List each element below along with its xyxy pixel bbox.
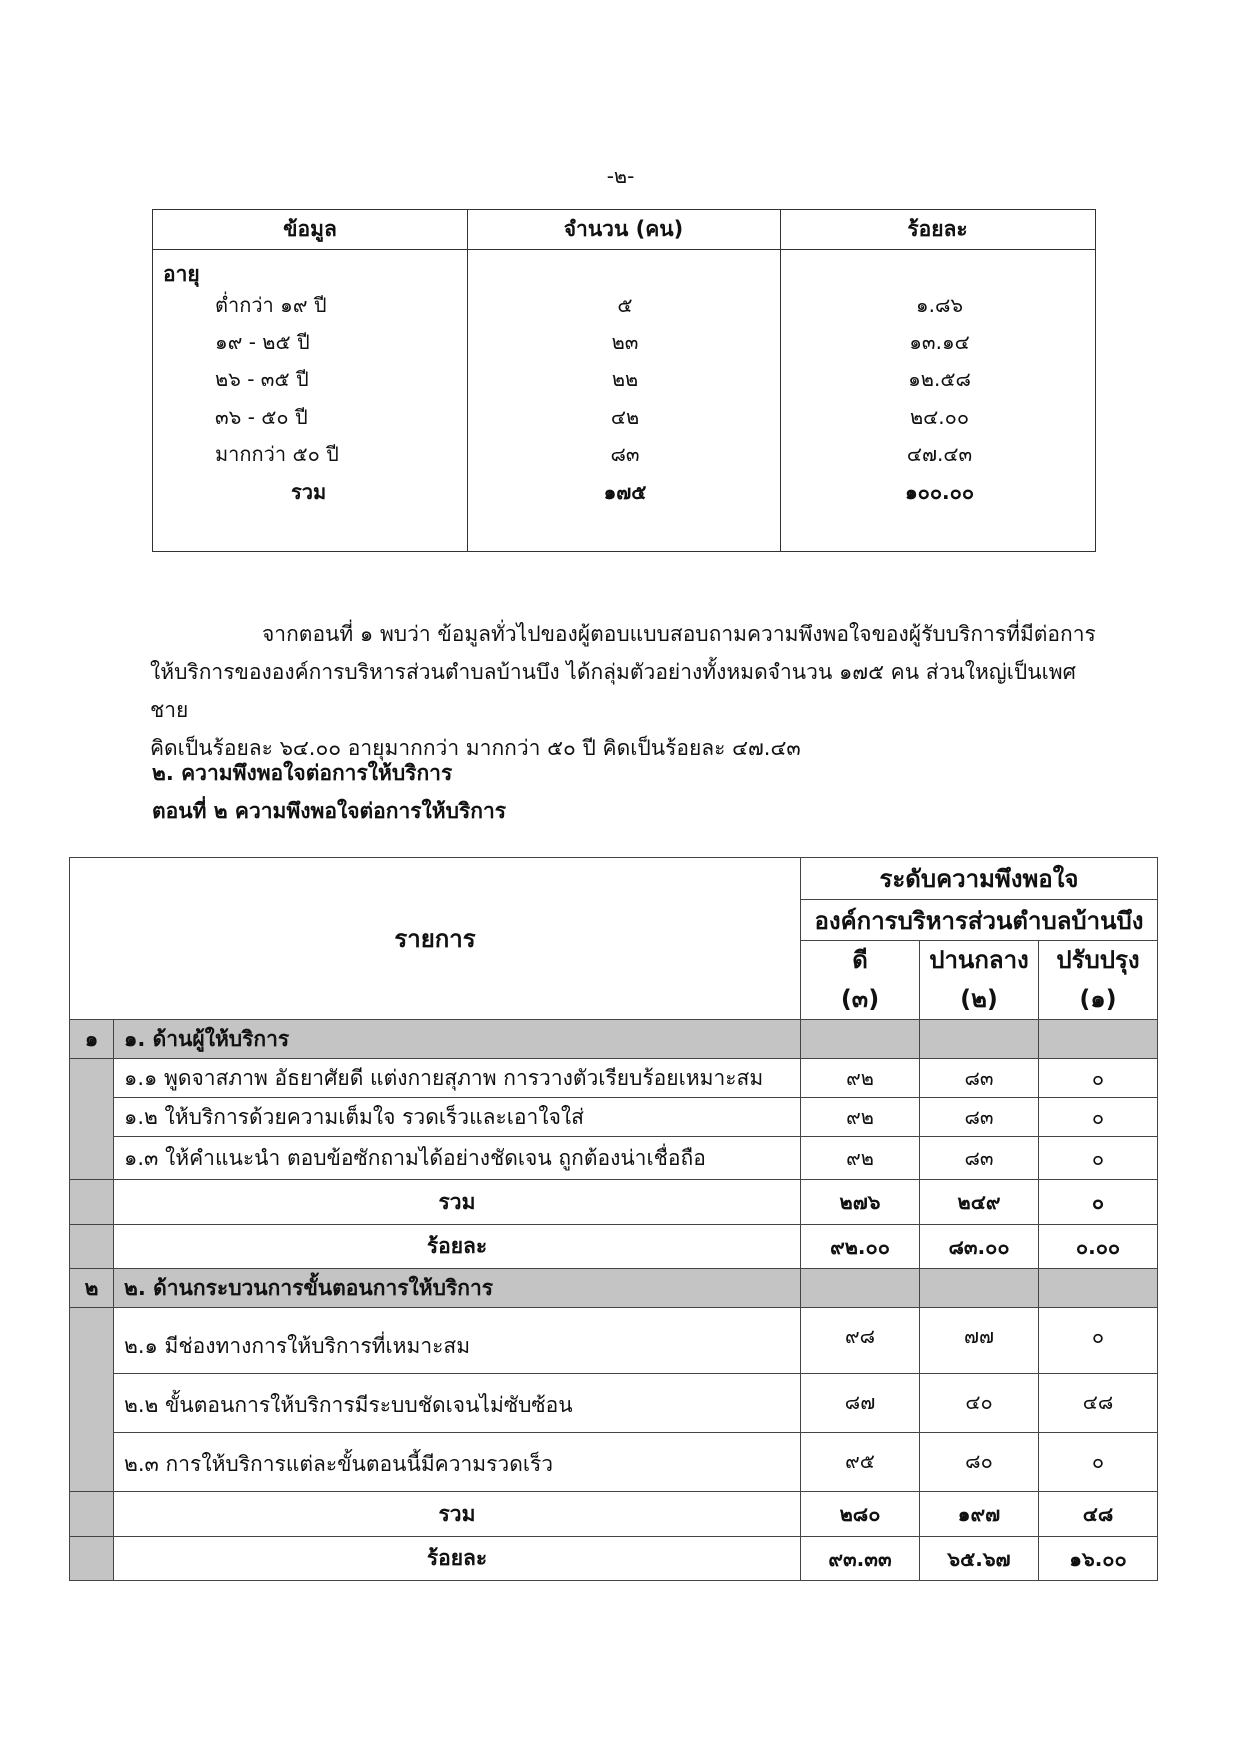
empty-cell xyxy=(70,1059,114,1180)
value-good: ๙๘ xyxy=(801,1308,920,1374)
header-satisfaction-level: ระดับความพึงพอใจ xyxy=(801,858,1158,900)
header-percent: ร้อยละ xyxy=(907,217,968,241)
item-label: ๒.๓ การให้บริการแต่ละขั้นตอนนี้มีความรวดเร็ว xyxy=(114,1433,801,1492)
row-label: ต่ำกว่า ๑๙ ปี xyxy=(215,293,327,317)
total-label: รวม xyxy=(291,480,327,504)
section-heading: ๒. ความพึงพอใจต่อการให้บริการ xyxy=(152,761,453,785)
percent-improve: ๑๖.๐๐ xyxy=(1039,1537,1158,1581)
value-fair: ๘๓ xyxy=(920,1137,1039,1180)
page-number: -๒- xyxy=(606,164,635,188)
value-good: ๙๒ xyxy=(801,1137,920,1180)
table-row xyxy=(153,436,1095,472)
level-score: (๒) xyxy=(960,985,998,1013)
sum-row xyxy=(70,1492,1158,1537)
row-count: ๒๓ xyxy=(611,330,639,354)
table-row xyxy=(153,324,1095,360)
header-info: ข้อมูล xyxy=(283,217,337,241)
header-item: รายการ xyxy=(70,858,801,1020)
value-good: ๙๒ xyxy=(801,1059,920,1098)
value-improve: ๔๘ xyxy=(1039,1374,1158,1433)
item-label: ๒.๒ ขั้นตอนการให้บริการมีระบบชัดเจนไม่ซับซ้อน xyxy=(114,1374,801,1433)
table-row xyxy=(153,361,1095,397)
sum-fair: ๒๔๙ xyxy=(920,1180,1039,1225)
row-count: ๒๒ xyxy=(611,367,639,391)
section-title: ๒. ด้านกระบวนการขั้นตอนการให้บริการ xyxy=(114,1269,801,1308)
part-heading: ตอนที่ ๒ ความพึงพอใจต่อการให้บริการ xyxy=(152,799,507,823)
empty-cell xyxy=(920,1020,1039,1059)
row-percent: ๑.๘๖ xyxy=(915,293,964,317)
paragraph-line: จากตอนที่ ๑ พบว่า ข้อมูลทั่วไปของผู้ตอบแบบสอบถามความพึงพอใจของผู้รับบริการที่มีต่อการ xyxy=(262,622,1096,646)
percent-good: ๙๒.๐๐ xyxy=(801,1225,920,1269)
level-name: ปานกลาง xyxy=(929,946,1029,974)
paragraph-line: ให้บริการขององค์การบริหารส่วนตำบลบ้านบึง ได้กลุ่มตัวอย่างทั้งหมดจำนวน ๑๗๕ คน ส่วนใหญ่เป็นเพศ ชาย xyxy=(150,660,1076,722)
percent-improve: ๐.๐๐ xyxy=(1039,1225,1158,1269)
value-fair: ๘๐ xyxy=(920,1433,1039,1492)
row-label: ๑๙ - ๒๕ ปี xyxy=(215,330,310,354)
row-count: ๔๒ xyxy=(610,405,640,429)
section-title: ๑. ด้านผู้ให้บริการ xyxy=(114,1020,801,1059)
item-label: ๑.๓ ให้คำแนะนำ ตอบข้อซักถามได้อย่างชัดเจน ถูกต้องน่าเชื่อถือ xyxy=(114,1137,801,1180)
sum-fair: ๑๙๗ xyxy=(920,1492,1039,1537)
row-label: มากกว่า ๕๐ ปี xyxy=(215,442,339,466)
header-level-fair xyxy=(920,941,1039,1020)
value-improve: ๐ xyxy=(1039,1059,1158,1098)
total-row xyxy=(153,474,1095,510)
percent-fair: ๖๕.๖๗ xyxy=(920,1537,1039,1581)
group-label-age: อายุ xyxy=(163,262,200,286)
value-fair: ๘๓ xyxy=(920,1059,1039,1098)
value-good: ๙๕ xyxy=(801,1433,920,1492)
sum-improve: ๔๘ xyxy=(1039,1492,1158,1537)
empty-cell xyxy=(70,1180,114,1225)
empty-cell xyxy=(70,1225,114,1269)
sum-good: ๒๗๖ xyxy=(801,1180,920,1225)
empty-cell xyxy=(801,1020,920,1059)
row-percent: ๑๒.๕๘ xyxy=(908,367,971,391)
empty-cell xyxy=(801,1269,920,1308)
total-count: ๑๗๕ xyxy=(603,480,647,504)
value-fair: ๗๗ xyxy=(920,1308,1039,1374)
table-row xyxy=(70,1374,1158,1433)
item-label: ๑.๒ ให้บริการด้วยความเต็มใจ รวดเร็วและเอาใจใส่ xyxy=(114,1098,801,1137)
sum-label: รวม xyxy=(114,1180,801,1225)
level-score: (๓) xyxy=(840,985,880,1013)
row-percent: ๔๗.๔๓ xyxy=(906,442,973,466)
table-row xyxy=(153,399,1095,435)
empty-cell xyxy=(1039,1269,1158,1308)
section-number: ๑ xyxy=(70,1020,114,1059)
percent-row xyxy=(70,1225,1158,1269)
row-label: ๒๖ - ๓๕ ปี xyxy=(215,367,309,391)
row-count: ๘๓ xyxy=(610,442,640,466)
item-label: ๑.๑ พูดจาสภาพ อัธยาศัยดี แต่งกายสุภาพ การวางตัวเรียบร้อยเหมาะสม xyxy=(114,1059,801,1098)
level-name: ปรับปรุง xyxy=(1056,946,1140,974)
percent-good: ๙๓.๓๓ xyxy=(801,1537,920,1581)
total-percent: ๑๐๐.๐๐ xyxy=(904,480,975,504)
percent-row xyxy=(70,1537,1158,1581)
summary-paragraph xyxy=(150,615,1098,767)
empty-cell xyxy=(70,1537,114,1581)
empty-cell xyxy=(1039,1020,1158,1059)
value-fair: ๔๐ xyxy=(920,1374,1039,1433)
sum-good: ๒๘๐ xyxy=(801,1492,920,1537)
header-level-good xyxy=(801,941,920,1020)
paragraph-line: คิดเป็นร้อยละ ๖๔.๐๐ อายุมากกว่า มากกว่า ๕๐ ปี คิดเป็นร้อยละ ๔๗.๔๓ xyxy=(150,736,801,760)
section-row xyxy=(70,1269,1158,1308)
section-row xyxy=(70,1020,1158,1059)
header-count: จำนวน (คน) xyxy=(563,217,684,241)
value-improve: ๐ xyxy=(1039,1098,1158,1137)
row-count: ๕ xyxy=(617,293,633,317)
header-level-improve xyxy=(1039,941,1158,1020)
percent-fair: ๘๓.๐๐ xyxy=(920,1225,1039,1269)
table-row xyxy=(70,1137,1158,1180)
section-number: ๒ xyxy=(70,1269,114,1308)
table-row xyxy=(153,287,1095,323)
level-name: ดี xyxy=(852,946,868,974)
table-row xyxy=(70,1433,1158,1492)
value-good: ๙๒ xyxy=(801,1098,920,1137)
level-score: (๑) xyxy=(1079,985,1117,1013)
demographics-table xyxy=(152,209,1096,552)
empty-cell xyxy=(70,1308,114,1492)
table-row xyxy=(70,1098,1158,1137)
percent-label: ร้อยละ xyxy=(114,1225,801,1269)
satisfaction-table xyxy=(69,857,1158,1581)
item-label: ๒.๑ มีช่องทางการให้บริการที่เหมาะสม xyxy=(114,1308,801,1374)
percent-label: ร้อยละ xyxy=(114,1537,801,1581)
table-row xyxy=(70,1059,1158,1098)
sum-row xyxy=(70,1180,1158,1225)
value-fair: ๘๓ xyxy=(920,1098,1039,1137)
row-percent: ๑๓.๑๔ xyxy=(909,330,970,354)
empty-cell xyxy=(920,1269,1039,1308)
sum-improve: ๐ xyxy=(1039,1180,1158,1225)
empty-cell xyxy=(70,1492,114,1537)
value-improve: ๐ xyxy=(1039,1308,1158,1374)
value-good: ๘๗ xyxy=(801,1374,920,1433)
value-improve: ๐ xyxy=(1039,1433,1158,1492)
table-row xyxy=(70,1308,1158,1374)
row-percent: ๒๔.๐๐ xyxy=(909,405,970,429)
value-improve: ๐ xyxy=(1039,1137,1158,1180)
header-organization: องค์การบริหารส่วนตำบลบ้านบึง xyxy=(801,900,1158,941)
sum-label: รวม xyxy=(114,1492,801,1537)
row-label: ๓๖ - ๕๐ ปี xyxy=(215,405,308,429)
